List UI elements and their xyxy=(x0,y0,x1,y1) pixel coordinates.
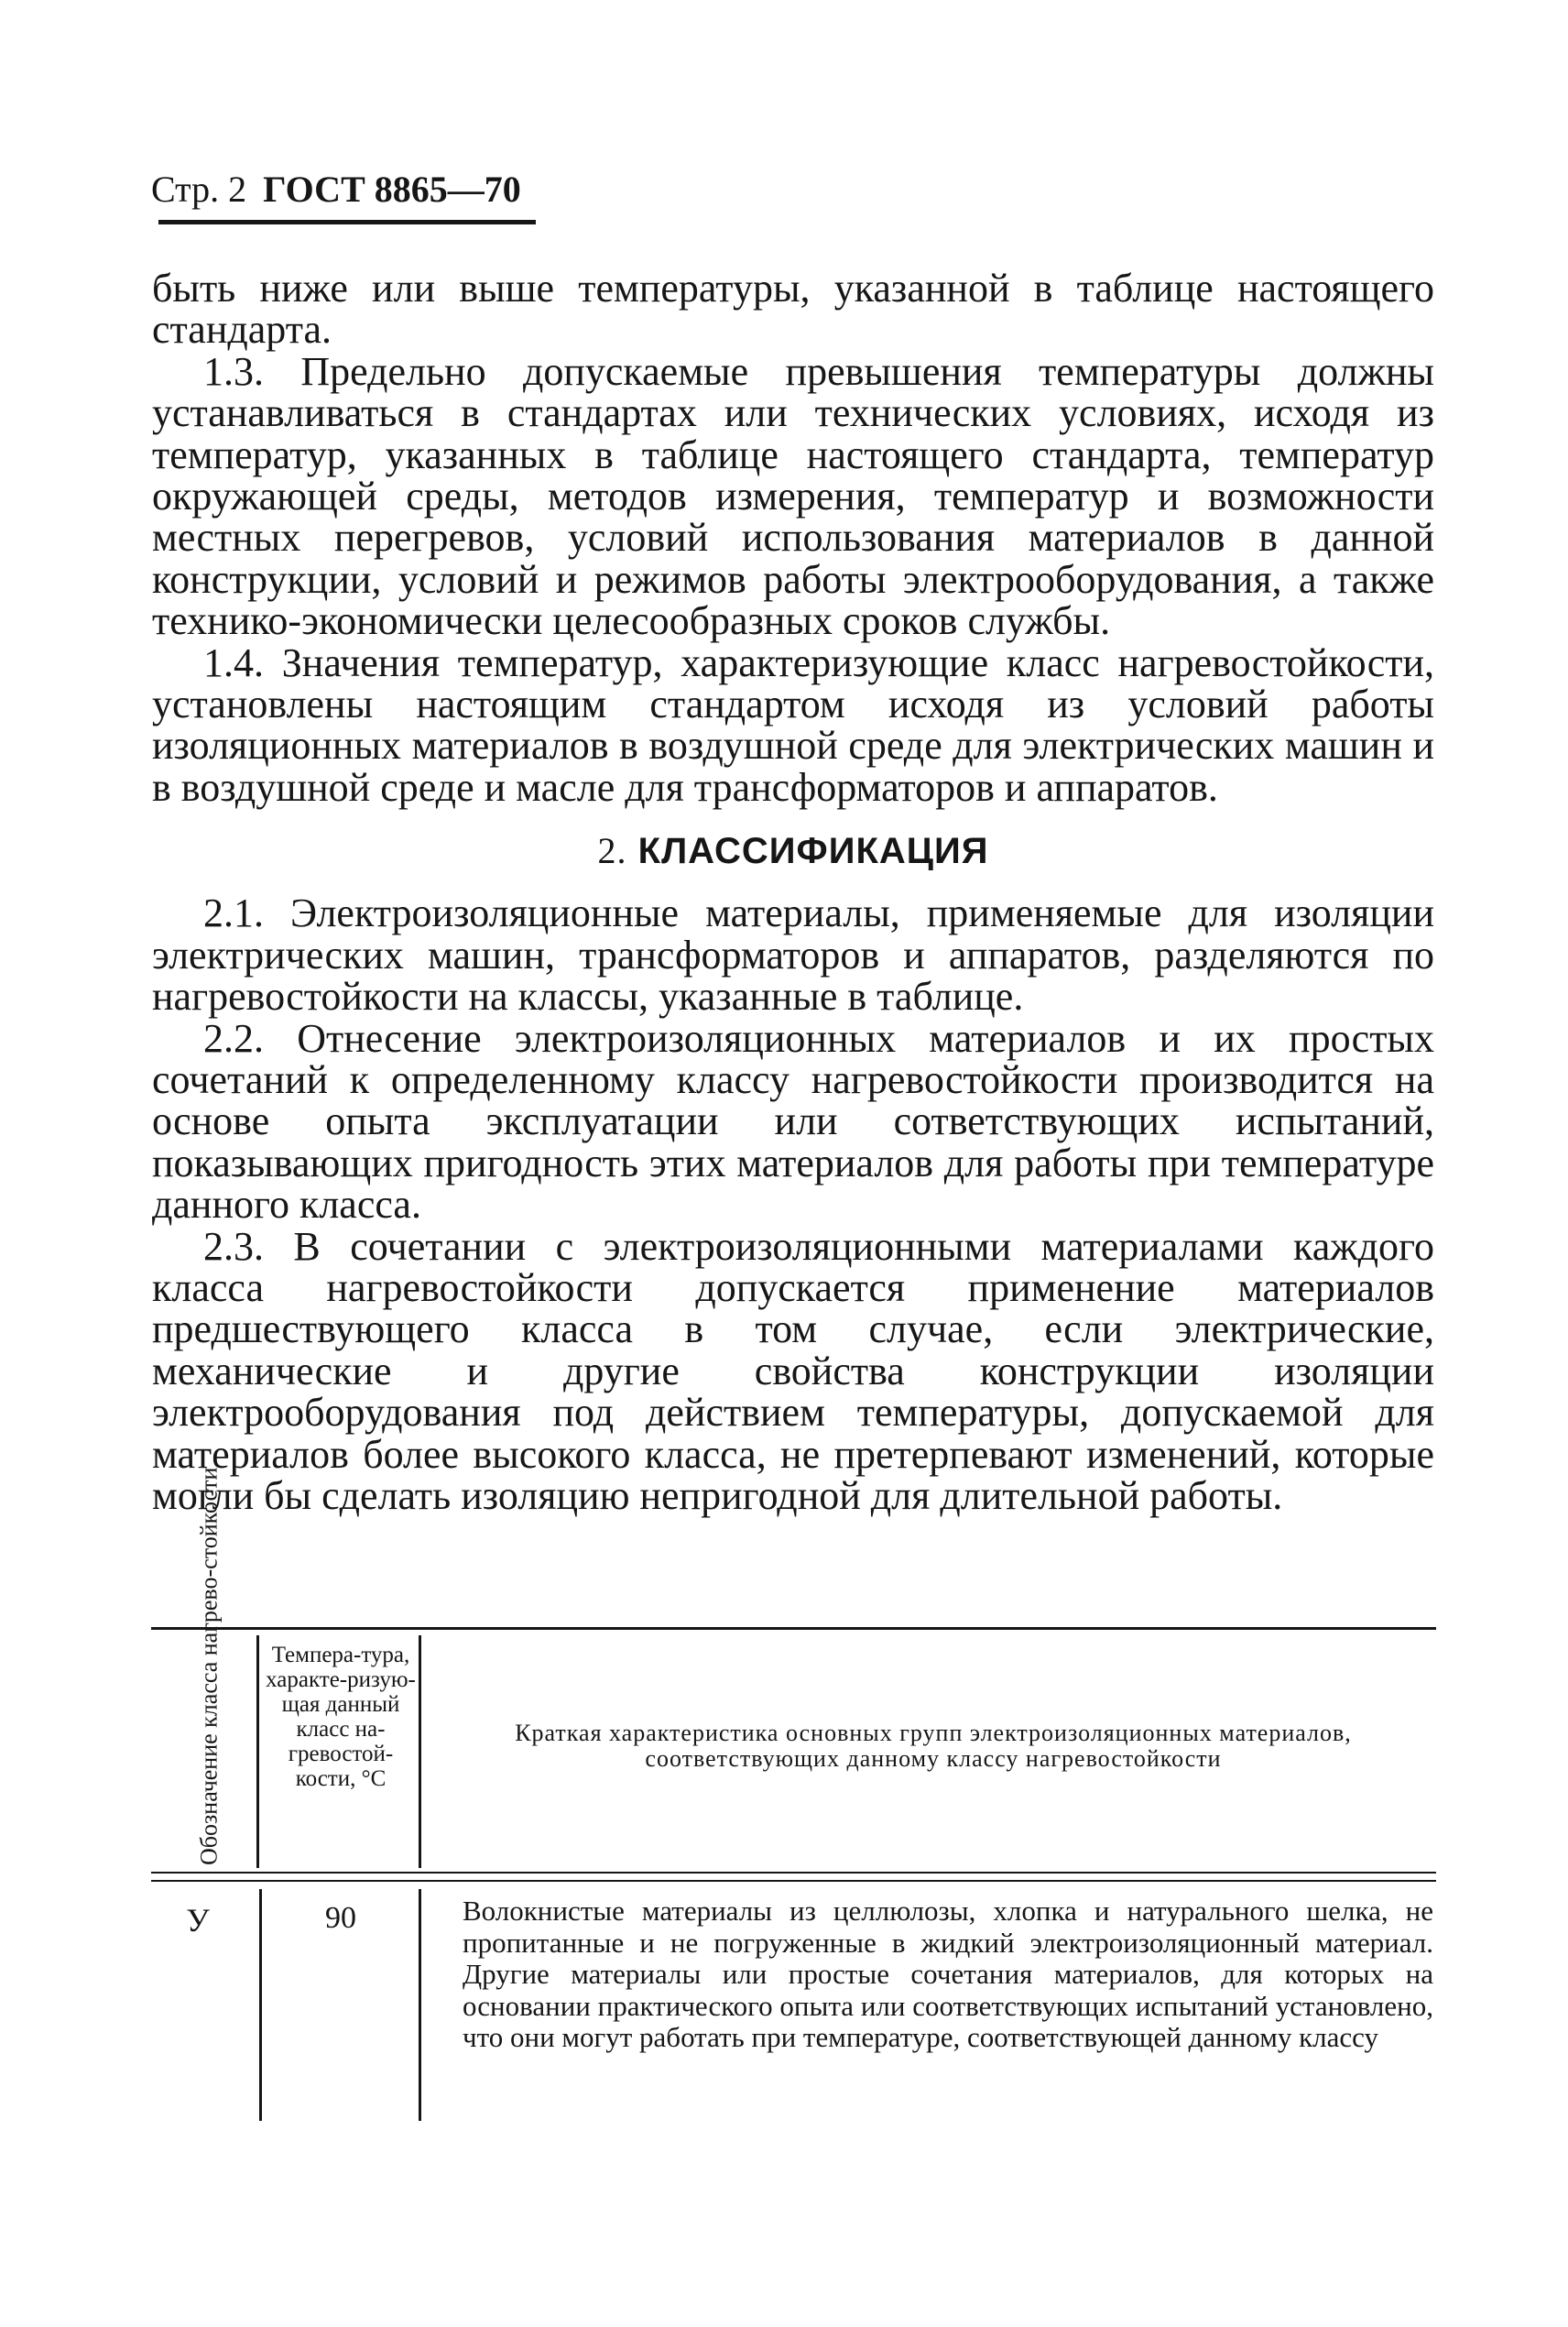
table-body-divider-1 xyxy=(259,1889,262,2121)
table-row-temperature: 90 xyxy=(325,1901,356,1935)
section-heading xyxy=(152,819,1434,883)
paragraph-2-2: 2.2. Отнесение электроизоляционных материалов и их простых сочетаний к определенному классу нагревостойкости производится на основе опыта эксплуатации или сответствующих испытаний, показывающих пригодность этих материалов для работы при температуре данного класса. xyxy=(152,1015,1434,1228)
paragraph-1-4: 1.4. Значения температур, характеризующие класс нагревостойкости, установлены настоящим стандартом исходя из условий работы изоляционных материалов в воздушной среде для электрических машин и в воздушной среде и масле для трансформаторов и аппаратов. xyxy=(152,639,1434,810)
table-row-description: Волокнистые материалы из целлюлозы, хлопка и натурального шелка, не пропитанные и не погруженные в жидкий электроизоляционный материал. Другие материалы или простые сочетания материалов, для которых на основании практического опыта или соответствующих испытаний установлено, что они могут работать при температуре, соответствующей данному классу xyxy=(463,1895,1433,2053)
table-header-divider-1 xyxy=(256,1635,259,1868)
table-top-rule xyxy=(151,1627,1436,1630)
body-text xyxy=(152,268,1434,1516)
section-title: КЛАССИФИКАЦИЯ xyxy=(637,831,989,872)
header-rule xyxy=(158,220,536,224)
table-header-temperature: Темпера-тура, характе-ризую-щая данный класс на-гревостой-кости, °С xyxy=(266,1643,416,1791)
section-number: 2. xyxy=(597,830,627,872)
page-number: Стр. 2 xyxy=(151,169,247,210)
paragraph-1-3: 1.3. Предельно допускаемые превышения температуры должны устанавливаться в стандартах или технических условиях, исходя из температур, указанных в таблице настоящего стандарта, температур окружающей среды, методов измерения, температур и возможности местных перегревов, условий использования материалов в данной конструкции, условий и режимов работы электрооборудования, а также технико-экономически целесообразных сроков службы. xyxy=(152,348,1434,644)
page-header xyxy=(151,168,536,212)
table-row-class: У xyxy=(186,1902,210,1939)
standard-number: ГОСТ 8865—70 xyxy=(263,169,521,210)
table-header-description: Краткая характеристика основных групп электроизоляционных материалов, соответствующих данному классу нагревостойкости xyxy=(515,1720,1352,1772)
paragraph-continuation: быть ниже или выше температуры, указанной в таблице настоящего стандарта. xyxy=(152,266,1434,353)
table-header-rule-2 xyxy=(151,1880,1436,1882)
paragraph-2-3: 2.3. В сочетании с электроизоляционными материалами каждого класса нагревостойкости допускается применение материалов предшествующего класса в том случае, если электрические, механические и другие свойства конструкции изоляции электрооборудования под действием температуры, допускаемой для материалов более высокого класса, не претерпевают изменений, которые могли бы сделать изоляцию непригодной для длительной работы. xyxy=(152,1223,1434,1518)
table-header-rule-1 xyxy=(151,1872,1436,1874)
paragraph-2-1: 2.1. Электроизоляционные материалы, применяемые для изоляции электрических машин, трансформаторов и аппаратов, разделяются по нагревостойкости на классы, указанные в таблице. xyxy=(152,890,1434,1020)
table-header-class: Обозначение класса нагрево-стойкости xyxy=(195,1467,223,1865)
table-body-divider-2 xyxy=(419,1889,421,2121)
